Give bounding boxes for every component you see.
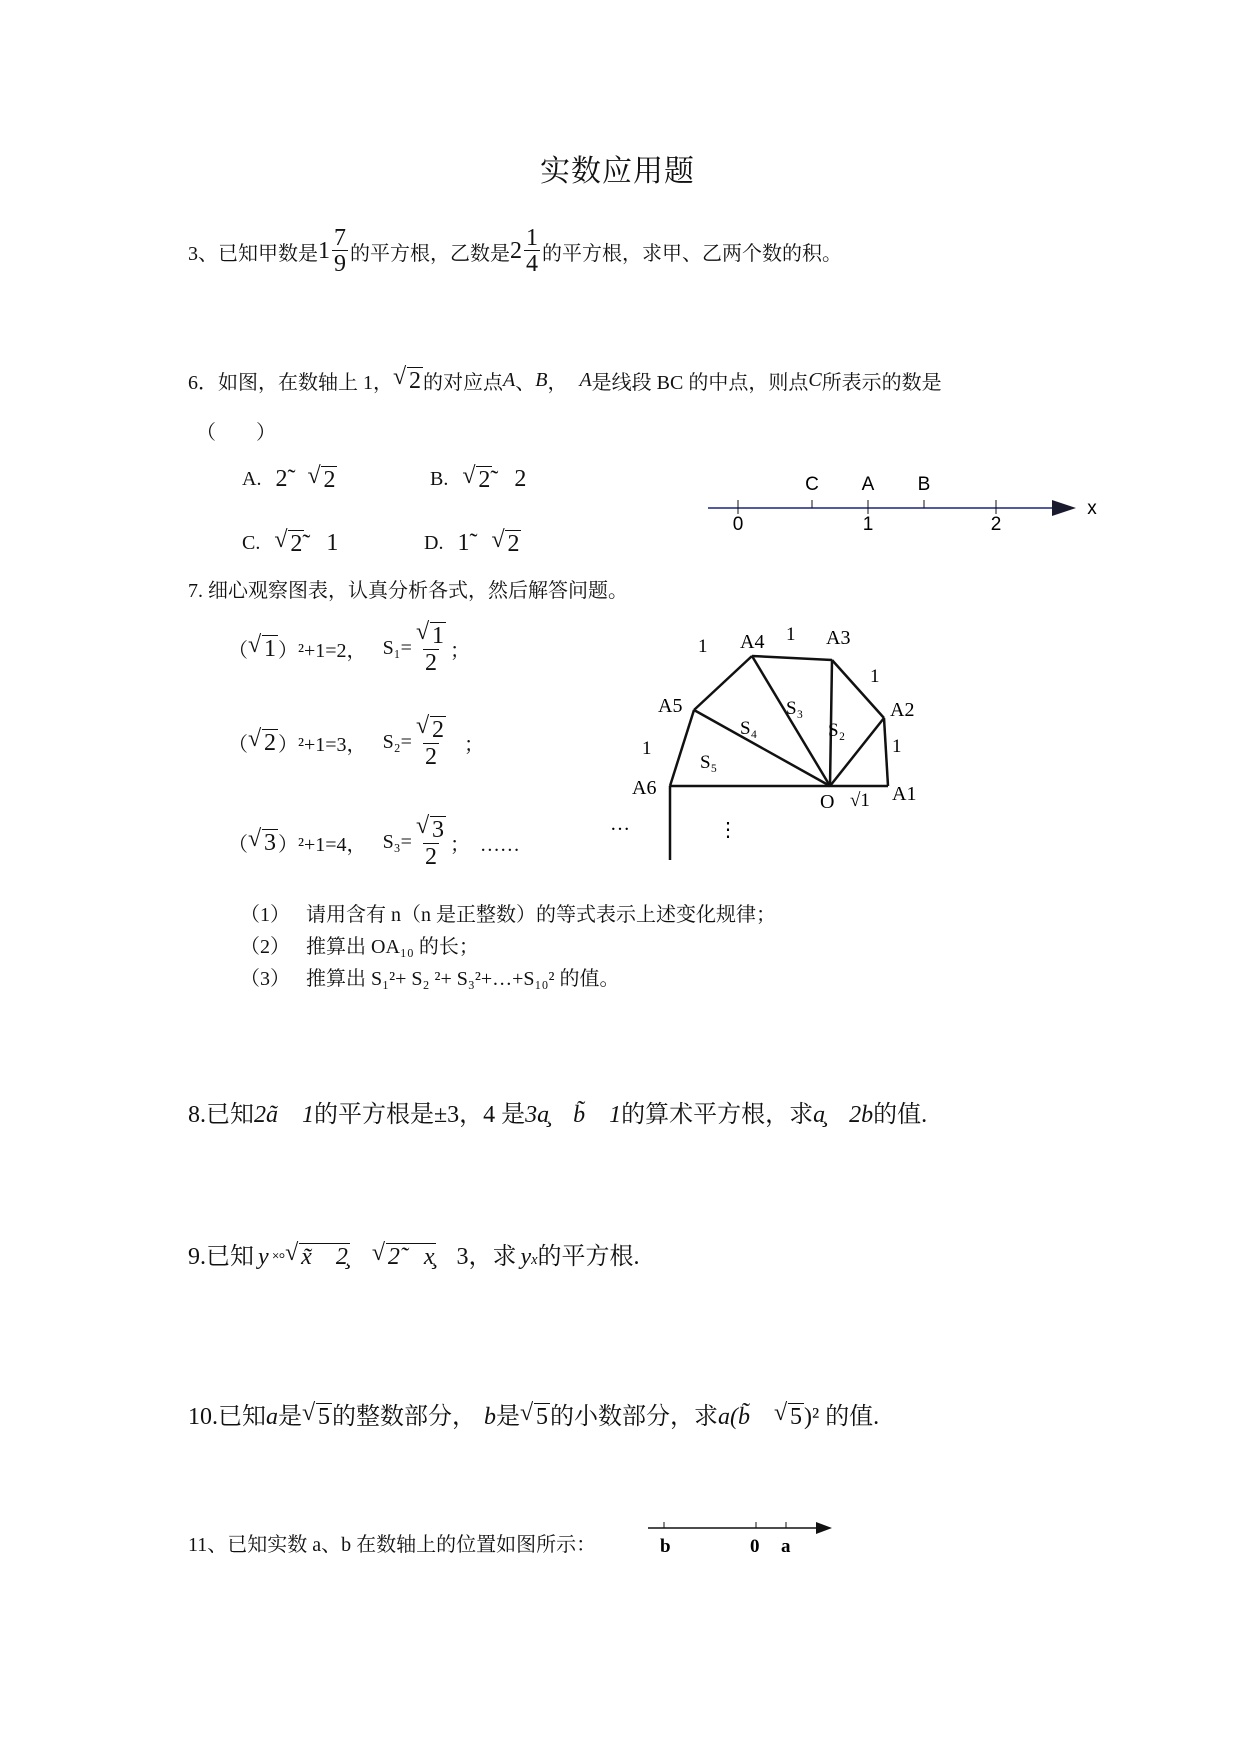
seg-a1-a2 [884,718,888,786]
q6-point-b: B [535,369,548,391]
q6-text-c: 是线段 BC 的中点，则点 [591,372,809,394]
eq-frac-radical: √ 2 [415,713,444,743]
label-s2: S₂ [828,720,846,741]
q3-frac1-den: 9 [334,251,346,277]
eq-frac-radical: √ 1 [415,619,444,649]
q10-radicand-3: 5 [790,1404,802,1430]
q7-eq-1 [228,619,470,677]
eq-s: S₁= [382,637,412,660]
q3-frac2-den: 4 [526,251,538,277]
seg-a4-a5 [694,656,752,710]
tick-label-0: 0 [732,514,744,532]
option-post: 2 [514,466,527,493]
label-o: O [820,791,835,813]
q7-eq-3 [228,813,520,871]
q9-garbled-symbol: ˟° [272,1251,286,1268]
eq-fraction [414,813,448,871]
q7-eq-2 [228,713,484,771]
q3-mixed2-whole: 2 [510,237,522,264]
eq-fraction [414,713,448,771]
q10-text-d: 是 [496,1404,520,1430]
q6-radical: √ 2 [393,363,421,394]
label-c: C [805,474,819,495]
question-6 [188,363,942,395]
eq-radical: √ 2 [248,726,276,756]
option-label: B. [430,468,449,491]
q10-var-a: a [266,1404,278,1430]
label-a: A [861,474,875,495]
seg-a3-a4 [752,656,832,660]
paren-close: ） [278,640,298,663]
question-3 [188,226,842,276]
eq-end: ； …… [449,834,520,857]
q3-prefix: 3、已知甲数是 [188,242,318,265]
label-s4: S₄ [740,718,758,739]
eq-s: S₃= [382,831,412,854]
page-title: 实数应用题 [540,155,695,188]
q6-option-c [242,527,339,557]
axis-arrow [816,1522,832,1534]
q3-mixed1-whole: 1 [318,237,330,264]
q6-option-a [242,463,337,493]
label-one-a3a4: 1 [786,624,796,645]
q10-expr-end: )² 的值. [804,1404,880,1430]
q10-radicand-2: 5 [536,1404,548,1430]
q6-comma: ， [547,372,568,394]
q3-fraction-2 [524,226,540,276]
eq-frac-den: 2 [424,844,437,871]
q6-option-d [424,527,521,557]
q9-y: y [258,1244,269,1270]
sub-text: 推算出 OA₁₀ 的长； [306,936,479,958]
q9-text-a: 9.已知 [188,1244,254,1270]
option-pre: 1̃ [457,530,470,557]
q10-expr: a(b̃ [718,1404,774,1430]
q3-frac1-num: 7 [334,225,346,251]
q9-radicand-1: x̃ 2̧ [301,1244,348,1270]
option-radical: √ 2̃ [274,527,303,557]
eq-radicand: 1 [264,636,276,662]
sub-number: （1） [240,904,290,926]
option-radicand: 2 [323,467,336,493]
q9-radical-1: √ x̃ 2̧ [285,1240,348,1270]
q10-var-b: b [484,1404,496,1430]
label-a1: A1 [892,783,917,805]
label-v-dots: ⋮ [718,819,738,841]
label-s3: S₃ [786,698,804,719]
eq-radicand: 2 [264,730,276,756]
q6-point-a2: A [579,369,592,391]
eq-frac-den: 2 [424,744,437,771]
label-a4: A4 [740,631,765,653]
eq-end: ； [463,734,484,757]
label-root-one: √1 [850,790,870,811]
eq-fraction [414,619,448,677]
q6-sep: 、 [515,372,536,394]
eq-mid: ²+1=4， [298,834,367,857]
q3-mid: 的平方根，乙数是 [350,242,510,265]
paren-close: ） [278,734,298,757]
axis-label-b: b [660,1536,671,1557]
q6-point-a: A [503,369,516,391]
seg-a5-a6 [670,710,694,786]
q8-text-a: 8.已知 [188,1102,254,1128]
q6-text-d: 所表示的数是 [821,372,942,394]
question-11: 11、已知实数 a、b 在数轴上的位置如图所示： [188,1534,597,1556]
q10-radical-3: √ 5 [774,1400,802,1430]
q8-expr-2: 3a̧ b̃ 1 [525,1102,622,1128]
label-one-a4a5: 1 [698,636,708,657]
eq-end: ； [449,640,470,663]
eq-s: S₂= [382,731,412,754]
q10-radical-1: √ 5 [302,1400,330,1430]
axis-x-label: x [1087,498,1097,519]
label-s5: S₅ [700,752,718,773]
axis-label-0: 0 [750,1536,760,1557]
q9-superscript-x: x [531,1252,538,1268]
axis-label-a: a [781,1536,791,1557]
sub-text: 推算出 S₁²+ S₂ ²+ S₃²+…+S₁₀² 的值。 [306,968,620,990]
q8-expr-1: 2ã 1 [254,1102,314,1128]
label-a3: A3 [826,627,851,649]
tick-label-1: 1 [862,514,874,532]
eq-frac-den: 2 [424,650,437,677]
eq-mid: ²+1=2， [298,640,367,663]
q10-text-c: 的整数部分， [332,1404,476,1430]
label-h-dots: … [610,813,630,835]
seg-o-a4 [752,656,830,786]
q6-answer-paren: （ ） [196,422,276,444]
option-radical: √ 2 [491,527,520,557]
sub-text: 请用含有 n（n 是正整数）的等式表示上述变化规律； [306,904,776,926]
q9-radical-2: √ 2̃ x̧ [371,1240,435,1270]
q10-radical-2: √ 5 [520,1400,548,1430]
label-one-a2a3: 1 [870,666,880,687]
q3-suffix: 的平方根，求甲、乙两个数的积。 [542,242,842,265]
label-a6: A6 [632,777,657,799]
question-8 [188,1094,927,1129]
q10-text-b: 是 [278,1404,302,1430]
q9-text-d: 的平方根. [537,1244,640,1270]
option-label: D. [424,532,444,555]
eq-frac-radicand: 2 [431,717,444,743]
sub-number: （2） [240,936,290,958]
question-10 [188,1396,879,1431]
q6-option-b [430,463,527,493]
label-one-a1a2: 1 [892,736,902,757]
option-radical: √ 2 [307,463,336,493]
label-a5: A5 [658,695,683,717]
eq-radical: √ 3 [248,826,276,856]
eq-frac-radicand: 3 [431,817,444,843]
q9-y-power: y [520,1244,532,1270]
option-label: A. [242,468,262,491]
option-radicand: 2 [507,531,520,557]
option-pre: 2̃ [275,466,288,493]
option-post: 1 [326,530,339,557]
paren-open: （ [228,640,248,663]
option-radicand: 2̃ [290,531,303,557]
option-radical: √ 2̃ [462,463,491,493]
q8-text-c: 的算术平方根，求 [621,1102,814,1128]
q7-sub-3 [240,962,619,991]
q7-intro: 7. 细心观察图表，认真分析各式，然后解答问题。 [188,580,628,602]
paren-open: （ [228,834,248,857]
paren-open: （ [228,734,248,757]
eq-radical: √ 1 [248,632,276,662]
q9-post: 3，求 [456,1244,517,1270]
label-a2: A2 [890,699,915,721]
eq-frac-radicand: 1 [431,623,444,649]
q8-text-d: 的值. [873,1102,928,1128]
q7-spiral-figure [600,610,960,870]
q10-text-a: 10.已知 [188,1404,266,1430]
q6-number-line [700,462,1110,532]
q6-radicand: 2 [409,367,421,394]
axis-arrow [1052,500,1076,516]
sub-number: （3） [240,968,290,990]
q11-number-line [640,1514,840,1564]
eq-mid: ²+1=3， [298,734,367,757]
q9-radicand-2: 2̃ x̧ [387,1244,435,1270]
q6-text-a: 6．如图，在数轴上 1， [188,372,393,394]
paren-close: ） [278,834,298,857]
eq-frac-radical: √ 3 [415,813,444,843]
option-label: C. [242,532,261,555]
option-radicand: 2̃ [478,467,491,493]
q7-sub-1 [240,898,776,927]
q8-text-b: 的平方根是±3，4 是 [314,1102,526,1128]
q3-frac2-num: 1 [526,225,538,251]
eq-radicand: 3 [264,830,276,856]
q10-radicand-1: 5 [318,1404,330,1430]
q7-sub-2 [240,930,479,959]
label-b: B [917,474,931,495]
q3-fraction-1 [332,226,348,276]
q10-text-e: 的小数部分，求 [550,1404,718,1430]
q6-point-c: C [808,369,822,391]
q8-expr-3: a̧ 2b [813,1102,874,1128]
label-one-a5a6: 1 [642,738,652,759]
question-9 [188,1236,640,1271]
tick-label-2: 2 [990,514,1002,532]
seg-o-a5 [694,710,830,786]
q6-text-b: 的对应点 [423,372,503,394]
